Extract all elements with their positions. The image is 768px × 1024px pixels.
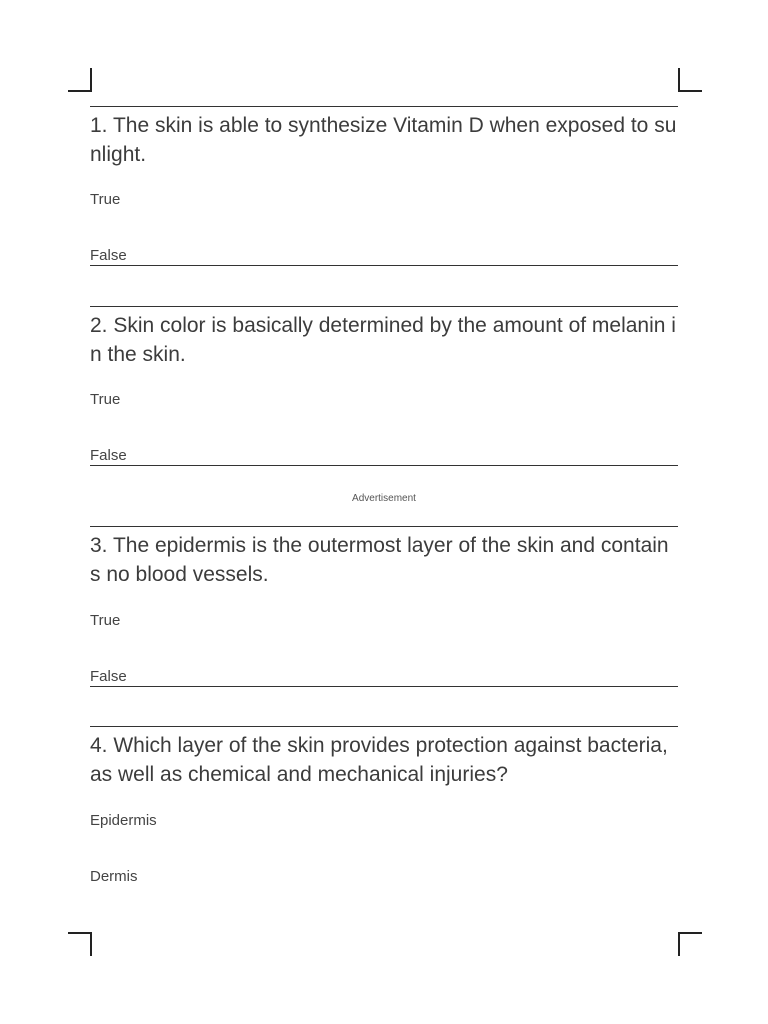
option-true[interactable]: True	[90, 612, 121, 629]
question-text: 1. The skin is able to synthesize Vitamin D when exposed to sunlight.	[90, 114, 677, 166]
advertisement-label: Advertisement	[352, 493, 416, 504]
divider	[90, 526, 678, 527]
divider	[90, 306, 678, 307]
crop-mark-top-left	[68, 68, 92, 92]
question-block-1	[90, 106, 678, 264]
question-block-3	[90, 526, 678, 685]
option-true[interactable]: True	[90, 191, 121, 208]
divider	[90, 686, 678, 687]
question-block-2	[90, 306, 678, 464]
divider	[90, 726, 678, 727]
crop-mark-bottom-left	[68, 932, 92, 956]
crop-mark-top-right	[678, 68, 702, 92]
option-false[interactable]: False	[90, 668, 127, 685]
question-block-4	[90, 726, 678, 885]
question-text: 2. Skin color is basically determined by the amount of melanin in the skin.	[90, 314, 676, 366]
divider	[90, 465, 678, 466]
divider	[90, 265, 678, 266]
question-text: 4. Which layer of the skin provides protection against bacteria, as well as chemical and mechanical injuries?	[90, 734, 668, 786]
question-text: 3. The epidermis is the outermost layer of the skin and contains no blood vessels.	[90, 534, 669, 586]
option-epidermis[interactable]: Epidermis	[90, 812, 157, 829]
crop-mark-bottom-right	[678, 932, 702, 956]
option-true[interactable]: True	[90, 391, 121, 408]
option-false[interactable]: False	[90, 247, 127, 264]
divider	[90, 106, 678, 107]
option-dermis[interactable]: Dermis	[90, 868, 138, 885]
option-false[interactable]: False	[90, 447, 127, 464]
